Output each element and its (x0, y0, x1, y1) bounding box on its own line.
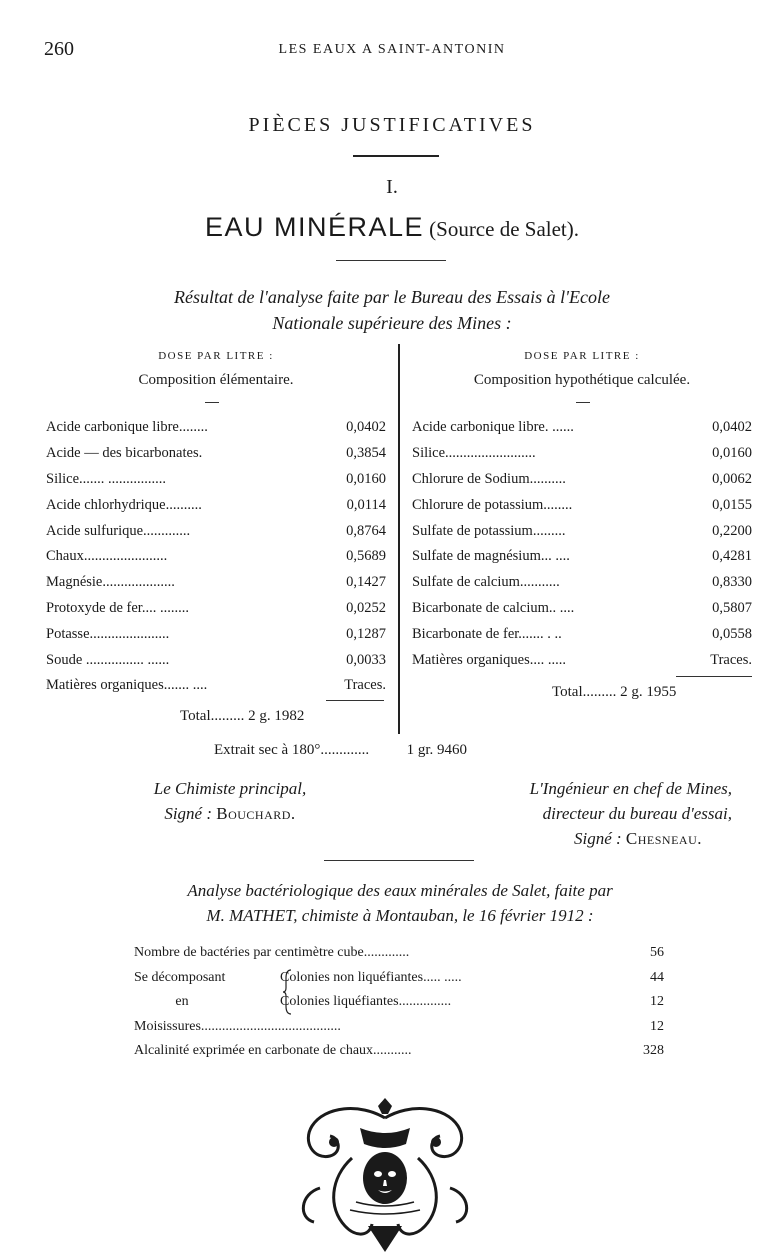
bacteriology-intro: Analyse bactériologique des eaux minérales de Salet, faite par M. MATHET, chimiste à Montauban, le 16 février 1912 : (187, 881, 613, 925)
table-row: Chlorure de potassium........ 0,0155 (412, 496, 752, 513)
table-row: Protoxyde de fer.... ........ 0,0252 (46, 599, 386, 616)
table-row: Nombre de bactéries par centimètre cube............. 56 (134, 945, 664, 961)
right-composition-table (412, 415, 752, 673)
table-row: Acide sulfurique............. 0,8764 (46, 522, 386, 539)
signature-divider (324, 860, 474, 861)
table-row: Sulfate de magnésium... .... 0,4281 (412, 548, 752, 565)
main-title-source: (Source de Salet). (429, 217, 580, 241)
table-row: Se décomposant Colonies non liquéfiantes..... ..... 44 (134, 969, 664, 985)
analysis-intro (60, 284, 724, 336)
bacteriology-table (134, 941, 664, 1064)
table-row: Acide chlorhydrique.......... 0,0114 (46, 496, 386, 513)
right-dose-label: DOSE PAR LITRE : (524, 350, 640, 362)
right-total-rule (676, 676, 752, 677)
right-dash (576, 402, 590, 403)
table-row: Soude ................ ...... 0,0033 (46, 651, 386, 668)
dry-extract: Extrait sec à 180°............. 1 gr. 9460 (214, 742, 468, 758)
table-row: Bicarbonate de calcium.. .... 0,5807 (412, 599, 752, 616)
table-row: Acide carbonique libre. ...... 0,0402 (412, 419, 752, 436)
table-row: Magnésie.................... 0,1427 (46, 574, 386, 591)
table-row: Chaux....................... 0,5689 (46, 548, 386, 565)
engineer-signature: L'Ingénieur en chef de Mines, directeur du bureau d'essai, Signé : Chesneau. (529, 779, 732, 848)
group-label: en (175, 994, 189, 1010)
table-row: Matières organiques.... ..... Traces. (412, 651, 752, 668)
table-row: Silice....... ................ 0,0160 (46, 470, 386, 487)
left-dash (205, 402, 219, 403)
left-composition-table (46, 415, 386, 699)
column-separator (398, 344, 400, 734)
group-label: Se décomposant (134, 969, 226, 985)
left-subtitle: Composition élémentaire. (138, 372, 294, 388)
brace-icon (283, 968, 293, 1016)
intro-line-1: Résultat de l'analyse faite par le Bureau des Essais à l'Ecole (174, 287, 610, 307)
table-row: Moisissures........................................ 12 (134, 1018, 664, 1034)
main-title-text: EAU MINÉRALE (204, 212, 425, 242)
table-row: Acide — des bicarbonates. 0,3854 (46, 445, 386, 462)
table-row: Silice......................... 0,0160 (412, 445, 752, 462)
section-title: PIÈCES JUSTIFICATIVES (248, 114, 536, 136)
table-row: Bicarbonate de fer....... . .. 0,0558 (412, 625, 752, 642)
table-row: en Colonies liquéfiantes............... 12 (134, 990, 664, 1015)
table-row: Potasse...................... 0,1287 (46, 625, 386, 642)
table-row: Acide carbonique libre........ 0,0402 (46, 419, 386, 436)
main-title-divider (336, 260, 446, 261)
table-row: Alcalinité exprimée en carbonate de chaux........... 328 (134, 1043, 664, 1059)
roman-numeral: I. (386, 176, 398, 198)
main-title (0, 212, 784, 243)
left-total: Total......... 2 g. 1982 (180, 708, 305, 724)
running-title: LES EAUX A SAINT-ANTONIN (278, 42, 506, 57)
table-row: Chlorure de Sodium.......... 0,0062 (412, 470, 752, 487)
intro-line-2: Nationale supérieure des Mines : (272, 313, 512, 333)
right-total: Total......... 2 g. 1955 (552, 684, 677, 700)
right-subtitle: Composition hypothétique calculée. (473, 372, 691, 388)
table-row: Matières organiques....... .... Traces. (46, 677, 386, 694)
table-row: Sulfate de potassium......... 0,2200 (412, 522, 752, 539)
table-row: Sulfate de calcium........... 0,8330 (412, 574, 752, 591)
left-dose-label: DOSE PAR LITRE : (158, 350, 274, 362)
page-number: 260 (44, 38, 74, 60)
decorative-vignette-icon (290, 1098, 480, 1252)
chemist-signature: Le Chimiste principal, Signé : Bouchard. (153, 779, 307, 823)
title-divider (353, 155, 439, 157)
left-total-rule (326, 700, 384, 701)
